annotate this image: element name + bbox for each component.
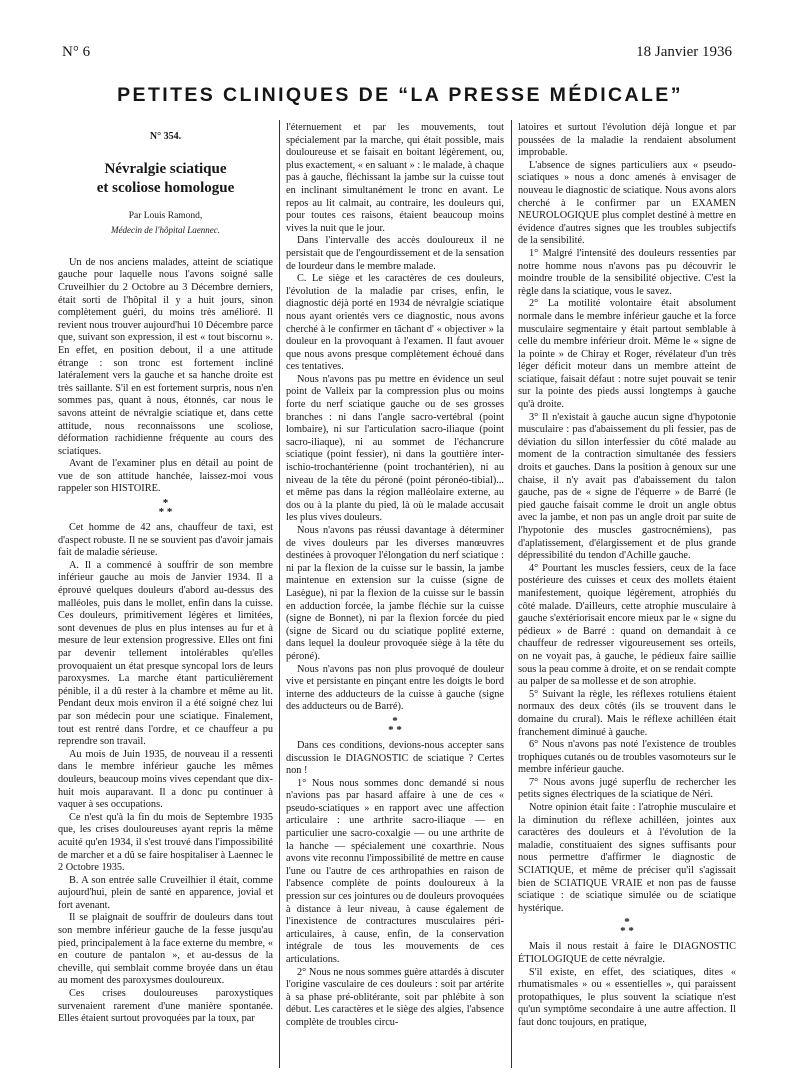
article-title-line: et scoliose homologue — [96, 179, 235, 196]
paragraph: Au mois de Juin 1935, de nouveau il a ressenti dans le membre inférieur gauche les mêmes douleurs, beaucoup moins vives cependant que dix-huit mois auparavant. Il a donc pu continuer à vaquer à ses occupations. — [58, 748, 273, 811]
paragraph: Il se plaignait de souffrir de douleurs dans tout son membre inférieur gauche de la fesse jusqu'au pied, principalement à la face externe du membre, « en couture de pantalon », et au-dessus de la cheville, qui semblait comme broyée dans un étau au moment des paroxysmes douloureux. — [58, 912, 273, 987]
paragraph: l'éternuement et par les mouvements, tout spécialement par la marche, qui était possible, mais douloureuse et se faisait en boitant légèrement, ou, plus exactement, « en saluant » : le malade, à chaque pas à gauche, fléchissant la jambe sur la cuisse tout en inclinant simultanément le tronc en avant. Le repos au lit calmait, au contraire, les douleurs qui, pour toutes ces raisons, étaient beaucoup moins vives la nuit que le jour. — [286, 122, 504, 234]
column-1 — [58, 122, 273, 1026]
paragraph: Nous n'avons pas pu mettre en évidence un seul point de Valleix par la compression plus ou moins forte du nerf sciatique gauche ou de ses grosses branches : ni dans l'angle sacro-vertébral (point lombaire), ni sur l'articulation sacro-iliaque (point sacro-iliaque), ni au sommet de l'échancrure sciatique (point fessier), ni dans la gouttière inter-ischio-trochantérienne (point trochantérien), ni au niveau de la tête du péroné (point péronéo-tibial)... et même pas dans la région malléolaire externe, au dos ou à la plante du pied, là où le malade accusait les plus vives douleurs. — [286, 373, 504, 524]
paragraph: 6° Nous n'avons pas noté l'existence de troubles trophiques cutanés ou de troubles vasomoteurs sur le membre inférieur gauche. — [518, 739, 736, 776]
paragraph: Cet homme de 42 ans, chauffeur de taxi, est d'aspect robuste. Il ne se souvient pas d'avoir jamais fait de maladie sérieuse. — [58, 522, 273, 559]
paragraph: S'il existe, en effet, des sciatiques, dites « rhumatismales » ou « essentielles », qui paraissent protopathiques, le plus souvent la sciatique n'est qu'un symptôme secondaire à une autre affection. Il faut donc toujours, en pratique, — [518, 966, 736, 1028]
paragraph: 1° Nous nous sommes donc demandé si nous n'avions pas par hasard affaire à une de ces « pseudo-sciatiques » en rapport avec une affection articulaire : une arthrite sacro-iliaque — en particulier une sacro-coxalgie — ou une arthrite de la hanche — spécialement une coxarthrie. Nous avons vite reconnu l'impossibilité de mettre en cause l'une ou l'autre de ces arthropathies en raison de l'absence complète de points douloureux à la pression sur ces jointures ou de douleurs provoquées à distance à leur niveau, à cause également de l'inexistence de contractures musculaires péri-articulaires, à cause, enfin, de la conservation intégrale de tous les mouvements de ces articulations. — [286, 777, 504, 965]
case-number: N° 354. — [149, 131, 182, 142]
section-separator: * * * — [620, 916, 634, 938]
paragraph: 1° Malgré l'intensité des douleurs ressenties par notre homme nous n'avons pas pu découvrir le moindre trouble de la sensibilité objective. C'est la règle dans la sciatique, vous le savez. — [518, 247, 736, 297]
paragraph: A. Il a commencé à souffrir de son membre inférieur gauche au mois de Janvier 1934. Il a éprouvé quelques douleurs d'abord au-dessus des malléoles, puis dans le mollet, enfin dans la cuisse. Ces douleurs, primitivement légères et limitées, sont devenues de plus en plus intenses au fur et à mesure de leur extension progressive. Elles ont fini par devenir tellement intolérables qu'elles provoquaient un état presque syncopal lors de leurs paroxysmes. La marche étant particulièrement pénible, il a dû rester à la chambre et même au lit. Pendant deux mois environ il a été soigné chez lui par son médecin pour une sciatique. Finalement, tout est rentré dans l'ordre, et ce chauffeur a pu reprendre son travail. — [58, 559, 273, 748]
paragraph: Nous n'avons pas non plus provoqué de douleur vive et persistante en pinçant entre les doigts le bord interne des adducteurs de la cuisse à gauche (signe des adducteurs ou de Barré). — [286, 663, 504, 713]
article-title-line: Névralgie sciatique — [104, 160, 227, 177]
running-header — [62, 44, 732, 64]
paragraph: 4° Pourtant les muscles fessiers, ceux de la face postérieure des cuisses et ceux des mollets étaient manifestement, quoique légèrement, atrophiés du côté malade. D'ailleurs, cette atrophie musculaire à gauche s'extériorisait encore mieux par le « signe du pédieux » de Barré : quand on demandait à ce chauffeur de redresser vigoureusement ses orteils, on ne voyait pas, à gauche, le pédieux faire saillie sous la peau comme à droite, et on se rendait compte au palper de sa mollesse et de son atrophie. — [518, 562, 736, 688]
paragraph: 5° Suivant la règle, les réflexes rotuliens étaient normaux des deux côtés (ils se trouvent dans le domaine du crural). Mais le réflexe achilléen était franchement diminué à gauche. — [518, 688, 736, 738]
paragraph: 7° Nous avons jugé superflu de rechercher les petits signes électriques de la sciatique de Néri. — [518, 776, 736, 801]
column-3 — [518, 122, 736, 1030]
paragraph: Dans l'intervalle des accès douloureux il ne persistait que de l'engourdissement et de la sensation de lourdeur dans le membre malade. — [286, 235, 504, 272]
paragraph: Mais il nous restait à faire le DIAGNOSTIC ÉTIOLOGIQUE de cette névralgie. — [518, 941, 736, 965]
column-rule — [279, 120, 280, 1068]
paragraph: Avant de l'examiner plus en détail au point de vue de son attitude hanchée, laissez-moi vous rappeler son HISTOIRE. — [58, 458, 273, 495]
column-2 — [286, 122, 504, 1030]
author-affiliation: Médecin de l'hôpital Laennec. — [111, 225, 220, 236]
article-title — [58, 160, 273, 198]
paragraph: Ce n'est qu'à la fin du mois de Septembre 1935 que, les crises douloureuses ayant repris la même acuité qu'en 1934, il s'est trouvé dans l'impossibilité de marcher et a dû se faire hospitaliser à Laennec le 2 Octobre 1935. — [58, 811, 273, 874]
paragraph: C. Le siège et les caractères de ces douleurs, l'évolution de la maladie par crises, enfin, le diagnostic déjà porté en 1934 de névralgie sciatique nous ayant orientés vers ce diagnostic, nous avons cherché à le confirmer en tâchant d' « objectiver » la douleur en la provoquant à l'examen. Il faut avouer que nous avons presque complètement échoué dans ces tentatives. — [286, 273, 504, 373]
paragraph: Dans ces conditions, devions-nous accepter sans discussion le DIAGNOSTIC de sciatique ? Certes non ! — [286, 739, 504, 777]
author-byline: Par Louis Ramond, — [128, 210, 203, 221]
paragraph: 2° Nous ne nous sommes guère attardés à discuter l'origine vasculaire de ces douleurs : soit par artérite à sa phase pré-oblitérante, soit par phlébite à son début. Les caractères et le siège des algies, l'absence complète de troubles circu- — [286, 966, 504, 1028]
paragraph: latoires et surtout l'évolution déjà longue et par poussées de la maladie la rendaient absolument improbable. — [518, 122, 736, 159]
paragraph: 3° Il n'existait à gauche aucun signe d'hypotonie musculaire : pas d'abaissement du pli fessier, pas de déviation du sillon interfessier du côté malade au moment de la contraction simultanée des fessiers droits et gauches. Dans la position à genoux sur une chaise, il n'y avait pas d'abaissement du talon gauche, pas de « signe de l'équerre » de Barré (le pied gauche faisait comme le droit un angle obtus avec la jambe, et non pas un angle droit par suite de l'hypotonie des muscles gastrocnémiens), pas d'aplatissement, d'élargissement et de plus grande dépressibilité du tendon d'Achille gauche. — [518, 411, 736, 562]
paragraph: Nous n'avons pas réussi davantage à déterminer de vives douleurs par les diverses manœuvres destinées à provoquer l'élongation du nerf sciatique : ni par la flexion de la cuisse sur le bassin, la jambe maintenue en extension sur la cuisse (signe de Lasègue), ni par la flexion de la cuisse sur le bassin en adduction forcée, la jambe fléchie sur la cuisse (signe de Bonnet), ni par la flexion forcée du pied (signe de Sicard ou du sciatique poplité externe, dans lequel la douleur provoquée siège à la tête du péroné). — [286, 525, 504, 662]
paragraph: Un de nos anciens malades, atteint de sciatique gauche pour laquelle nous l'avons soigné salle Cruveilhier du 2 Octobre au 3 Décembre derniers, était sorti de l'hôpital il y a huit jours, sinon complètement guéri, du moins très amélioré. Il revient nous trouver aujourd'hui 10 Décembre parce que, suivant son expression, il est « tout biscornu ». En effet, en position debout, il a une attitude étrange : son tronc est fortement incliné latéralement vers la gauche et sa hanche droite est très saillante. S'il en est fortement surpris, nous n'en sommes pas, quant à nous, étonnés, car nous le savons atteint de névralgie sciatique et, dans cette attitude, nous reconnaissons une scoliose, déformation rachidienne fréquente au cours des sciatiques. — [58, 256, 273, 457]
section-separator: * * * — [158, 497, 173, 519]
section-separator: * * * — [388, 714, 402, 736]
paragraph: 2° La motilité volontaire était absolument normale dans le membre inférieur gauche et la force musculaire segmentaire y était partout semblable à celle du membre inférieur droit. Même le « signe de la pointe » de Chiray et Roger, révélateur d'un très léger déficit moteur dans un membre atteint de sciatique, faisait défaut : notre sujet pouvait se tenir sur la pointe des pieds aussi longtemps à gauche qu'à droite. — [518, 298, 736, 411]
issue-date: 18 Janvier 1936 — [636, 44, 732, 60]
issue-number: N° 6 — [62, 44, 91, 60]
journal-title: PETITES CLINIQUES DE “LA PRESSE MÉDICALE” — [117, 84, 683, 106]
column-rule — [511, 120, 512, 1068]
paragraph: B. A son entrée salle Cruveilhier il était, comme aujourd'hui, plein de santé en apparence, jovial et fort avenant. — [58, 874, 273, 911]
paragraph: Notre opinion était faite : l'atrophie musculaire et la diminution du réflexe achilléen, jointes aux caractères des douleurs et à l'évolution de la maladie, constituaient des signes suffisants pour nous permettre d'affirmer le diagnostic de SCIATIQUE, et même de préciser qu'il s'agissait bien de SCIATIQUE VRAIE et non pas de fausse sciatique : de sciatique simulée ou de sciatique hystérique. — [518, 802, 736, 914]
paragraph: Ces crises douloureuses paroxystiques survenaient rarement d'une manière spontanée. Elles étaient surtout provoquées par la toux, par — [58, 988, 273, 1025]
paragraph: L'absence de signes particuliers aux « pseudo-sciatiques » nous a donc amenés à envisager de nouveau le diagnostic de sciatique. Nous avons alors cherché à le confirmer par un EXAMEN NEUROLOGIQUE plus complet destiné à mettre en évidence d'autres signes que les troubles subjectifs de la sensibilité. — [518, 159, 736, 247]
